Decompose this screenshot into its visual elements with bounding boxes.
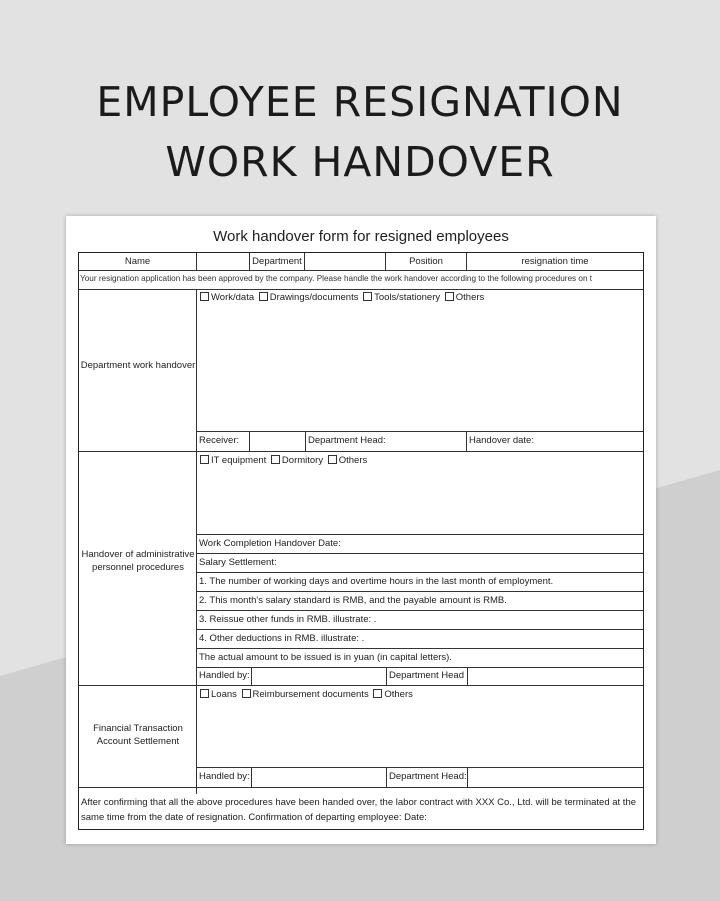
dept-handover-notes-area[interactable] bbox=[197, 305, 642, 430]
divider bbox=[196, 610, 643, 611]
admin-dept-head-field[interactable] bbox=[468, 668, 642, 684]
footer-confirmation-text: After confirming that all the above procedures have been handed over, the labor contract with XXX Co., Ltd. will be terminated at the same time from the date of resignation. Confirmation of departing employee: Date: bbox=[81, 797, 637, 823]
finance-settlement-label: Financial Transaction Account Settlement bbox=[93, 723, 183, 747]
option-label: Tools/stationery bbox=[374, 292, 441, 303]
option-label: Drawings/documents bbox=[269, 292, 359, 303]
checkbox[interactable] bbox=[445, 292, 454, 301]
divider bbox=[79, 289, 643, 290]
dept-handover-label: Department work handover bbox=[80, 360, 196, 371]
admin-handled-by-field[interactable] bbox=[252, 668, 386, 684]
divider bbox=[251, 767, 252, 787]
divider bbox=[79, 451, 643, 452]
admin-dept-head-label: Department Head bbox=[389, 670, 464, 681]
finance-options bbox=[198, 689, 638, 700]
form-sheet bbox=[66, 216, 656, 844]
form-title: Work handover form for resigned employees bbox=[213, 228, 509, 245]
divider bbox=[196, 253, 197, 270]
divider bbox=[196, 591, 643, 592]
divider bbox=[385, 253, 386, 270]
handover-form-table bbox=[78, 252, 644, 830]
admin-notes-area[interactable] bbox=[197, 467, 642, 533]
divider bbox=[196, 629, 643, 630]
department-field[interactable] bbox=[305, 254, 385, 269]
divider bbox=[304, 253, 305, 270]
checkbox[interactable] bbox=[200, 292, 209, 301]
option-label: Reimbursement documents bbox=[252, 689, 369, 700]
dept-head-label: Department Head: bbox=[308, 435, 386, 446]
poster-title-line-2: WORK HANDOVER bbox=[165, 138, 555, 186]
divider bbox=[251, 667, 252, 685]
admin-line-1: 1. The number of working days and overtime hours in the last month of employment. bbox=[199, 576, 554, 587]
poster-title-line-1: EMPLOYEE RESIGNATION bbox=[96, 78, 624, 126]
divider bbox=[249, 253, 250, 270]
option-drawings-documents[interactable] bbox=[257, 292, 359, 303]
option-label: Loans bbox=[211, 689, 237, 700]
handover-date-label: Handover date: bbox=[469, 435, 534, 446]
divider bbox=[386, 667, 387, 685]
option-tools-stationery[interactable] bbox=[361, 292, 440, 303]
admin-line-completion-date: Work Completion Handover Date: bbox=[199, 538, 341, 549]
finance-dept-head-label: Department Head: bbox=[389, 771, 467, 782]
checkbox[interactable] bbox=[200, 455, 209, 464]
header-department-label: Department bbox=[252, 256, 302, 267]
option-label: Others bbox=[455, 292, 485, 303]
divider bbox=[305, 431, 306, 451]
admin-handover-label: Handover of administrative personnel procedures bbox=[81, 549, 195, 573]
checkbox[interactable] bbox=[363, 292, 372, 301]
option-label: Dormitory bbox=[281, 455, 324, 466]
divider bbox=[196, 648, 643, 649]
option-label: Work/data bbox=[211, 292, 255, 303]
checkbox[interactable] bbox=[373, 689, 382, 698]
divider bbox=[79, 270, 643, 271]
option-reimbursement-documents[interactable] bbox=[240, 689, 369, 700]
option-loans[interactable] bbox=[198, 689, 237, 700]
header-position-label: Position bbox=[409, 256, 443, 267]
option-label: Others bbox=[338, 455, 368, 466]
divider bbox=[466, 431, 467, 451]
option-dormitory[interactable] bbox=[269, 455, 323, 466]
divider bbox=[467, 667, 468, 685]
checkbox[interactable] bbox=[271, 455, 280, 464]
divider bbox=[196, 572, 643, 573]
divider bbox=[196, 534, 643, 535]
admin-line-amount: The actual amount to be issued is in yuan (in capital letters). bbox=[199, 652, 452, 663]
receiver-field[interactable] bbox=[251, 432, 305, 450]
name-field[interactable] bbox=[197, 254, 249, 269]
divider bbox=[249, 431, 250, 451]
checkbox[interactable] bbox=[328, 455, 337, 464]
admin-line-3: 3. Reissue other funds in RMB. illustrate: . bbox=[199, 614, 377, 625]
option-work-data[interactable] bbox=[198, 292, 254, 303]
finance-handled-by-field[interactable] bbox=[252, 768, 386, 786]
option-others[interactable] bbox=[443, 292, 485, 303]
option-it-equipment[interactable] bbox=[198, 455, 266, 466]
dept-options bbox=[198, 292, 638, 303]
divider bbox=[79, 787, 643, 788]
option-label: IT equipment bbox=[211, 455, 267, 466]
notice-text: Your resignation application has been approved by the company. Please handle the work handover according to the following procedures on t bbox=[80, 274, 593, 283]
finance-dept-head-field[interactable] bbox=[468, 768, 642, 786]
poster-title bbox=[0, 72, 720, 192]
divider bbox=[79, 685, 643, 686]
header-name-label: Name bbox=[124, 256, 151, 267]
option-others[interactable] bbox=[326, 455, 368, 466]
checkbox[interactable] bbox=[242, 689, 251, 698]
admin-line-salary-settlement: Salary Settlement: bbox=[199, 557, 277, 568]
option-others[interactable] bbox=[371, 689, 413, 700]
admin-options bbox=[198, 455, 638, 466]
admin-line-2: 2. This month's salary standard is RMB, and the payable amount is RMB. bbox=[199, 595, 507, 606]
header-resignation-time-label: resignation time bbox=[521, 256, 589, 267]
divider bbox=[466, 253, 467, 270]
option-label: Others bbox=[384, 689, 413, 700]
receiver-label: Receiver: bbox=[199, 435, 240, 446]
admin-line-4: 4. Other deductions in RMB. illustrate: . bbox=[199, 633, 365, 644]
checkbox[interactable] bbox=[200, 689, 209, 698]
admin-handled-by-label: Handled by: bbox=[199, 670, 250, 681]
divider bbox=[386, 767, 387, 787]
finance-notes-area[interactable] bbox=[197, 701, 642, 766]
divider bbox=[196, 553, 643, 554]
divider bbox=[467, 767, 468, 787]
finance-handled-by-label: Handled by: bbox=[199, 771, 250, 782]
checkbox[interactable] bbox=[259, 292, 268, 301]
